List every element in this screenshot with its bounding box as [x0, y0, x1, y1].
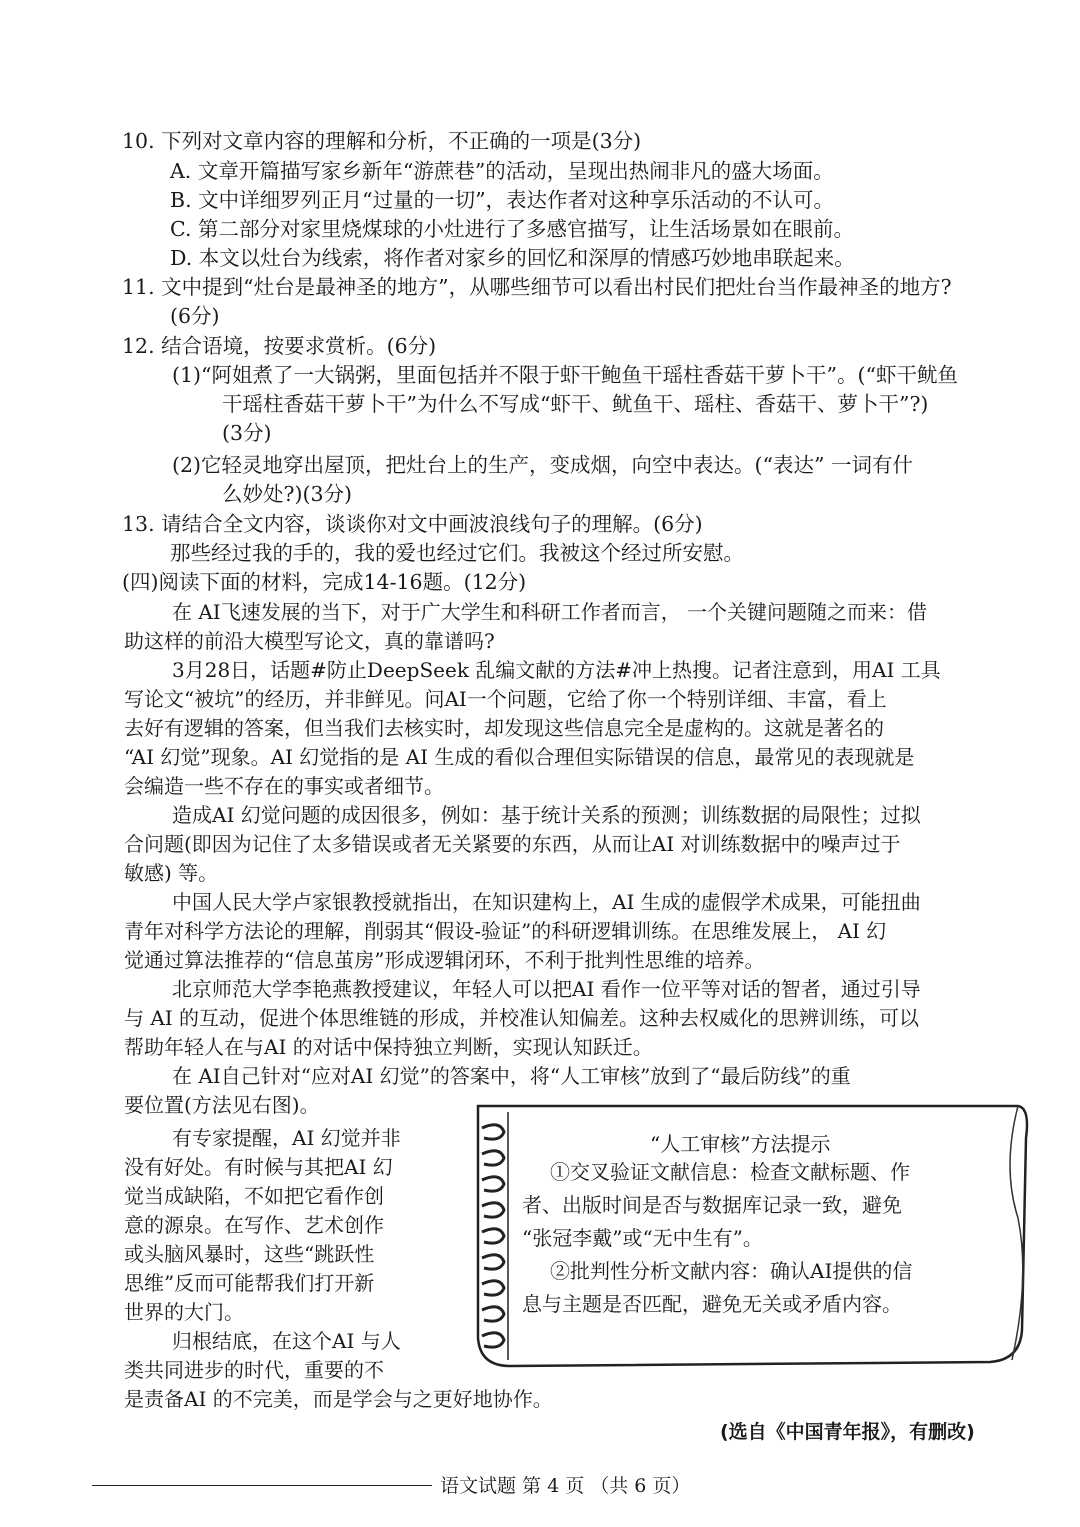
section4-heading: (四)阅读下面的材料，完成14-16题。(12分)	[122, 570, 527, 594]
s4-p6-line: 要位置(方法见右图)。	[124, 1093, 320, 1117]
s4-p4-line: 青年对科学方法论的理解，削弱其“假设-验证”的科研逻辑训练。在思维发展上， AI 幻	[124, 919, 887, 943]
s4-p3-line: 合问题(即因为记住了太多错误或者无关紧要的东西，从而让AI 对训练数据中的噪声过于	[124, 832, 901, 856]
q12-part2-line-2: 么妙处?)(3分)	[222, 482, 353, 506]
q11-line-2: (6分)	[170, 304, 220, 328]
manual-review-tips-box	[470, 1098, 1036, 1370]
tips-box-line: ①交叉验证文献信息：检查文献标题、作	[550, 1160, 910, 1184]
page-footer: 语文试题 第 4 页 （共 6 页）	[440, 1475, 691, 1497]
q12-part1-line-2: 干瑶柱香菇干萝卜干”为什么不写成“虾干、鱿鱼干、瑶柱、香菇干、萝卜干”?)	[222, 392, 929, 416]
q13-stem: 13. 请结合全文内容，谈谈你对文中画波浪线句子的理解。(6分)	[122, 512, 703, 536]
s4-p7-line: 觉当成缺陷，不如把它看作创	[124, 1184, 384, 1208]
s4-p5-line: 与 AI 的互动，促进个体思维链的形成，并校准认知偏差。这种去权威化的思辨训练，可以	[124, 1006, 920, 1030]
s4-p1-line: 在 AI飞速发展的当下，对于广大学生和科研工作者而言， 一个关键问题随之而来：借	[172, 600, 928, 624]
s4-p4-line: 中国人民大学卢家银教授就指出，在知识建构上，AI 生成的虚假学术成果，可能扭曲	[172, 890, 921, 914]
q10-stem: 10. 下列对文章内容的理解和分析，不正确的一项是(3分)	[122, 129, 642, 153]
s4-p5-line: 帮助年轻人在与AI 的对话中保持独立判断，实现认知跃迁。	[124, 1035, 653, 1059]
source-attribution: (选自《中国青年报》，有删改)	[720, 1421, 975, 1443]
s4-p8-line: 归根结底，在这个AI 与人	[172, 1329, 401, 1353]
s4-p6-line: 在 AI自己针对“应对AI 幻觉”的答案中，将“人工审核”放到了“最后防线”的重	[172, 1064, 851, 1088]
q10-option-b: B. 文中详细罗列正月“过量的一切”，表达作者对这种享乐活动的不认可。	[170, 188, 835, 212]
s4-p7-line: 世界的大门。	[124, 1300, 244, 1324]
q10-option-a: A. 文章开篇描写家乡新年“游蔗巷”的活动，呈现出热闹非凡的盛大场面。	[170, 159, 834, 183]
tips-box-line: 者、出版时间是否与数据库记录一致，避免	[522, 1193, 902, 1217]
s4-p1-line: 助这样的前沿大模型写论文，真的靠谱吗?	[124, 629, 495, 653]
q12-part2-line-1: (2)它轻灵地穿出屋顶，把灶台上的生产，变成烟，向空中表达。(“表达” 一词有什	[172, 453, 914, 477]
q12-stem: 12. 结合语境，按要求赏析。(6分)	[122, 334, 437, 358]
footer-rule	[92, 1485, 432, 1486]
q10-option-c: C. 第二部分对家里烧煤球的小灶进行了多感官描写，让生活场景如在眼前。	[170, 217, 854, 241]
s4-p2-line: 去好有逻辑的答案，但当我们去核实时，却发现这些信息完全是虚构的。这就是著名的	[124, 716, 884, 740]
s4-p2-line: 3月28日，话题#防止DeepSeek 乱编文献的方法#冲上热搜。记者注意到，用AI 工具	[172, 658, 941, 682]
q13-quote: 那些经过我的手的，我的爱也经过它们。我被这个经过所安慰。	[170, 541, 744, 565]
q12-part1-line-1: (1)“阿姐煮了一大锅粥，里面包括并不限于虾干鲍鱼干瑶柱香菇干萝卜干”。(“虾干鱿鱼	[172, 363, 958, 387]
s4-p5-line: 北京师范大学李艳燕教授建议，年轻人可以把AI 看作一位平等对话的智者，通过引导	[172, 977, 921, 1001]
s4-p2-line: “AI 幻觉”现象。AI 幻觉指的是 AI 生成的看似合理但实际错误的信息，最常见的表现就是	[124, 745, 915, 769]
q11-line-1: 11. 文中提到“灶台是最神圣的地方”，从哪些细节可以看出村民们把灶台当作最神圣的地方?	[122, 275, 952, 299]
s4-p8-line: 类共同进步的时代，重要的不	[124, 1358, 384, 1382]
tips-box-line: “张冠李戴”或“无中生有”。	[522, 1226, 763, 1250]
s4-p2-line: 写论文“被坑”的经历，并非鲜见。问AI一个问题，它给了你一个特别详细、丰富，看上	[124, 687, 887, 711]
s4-p7-line: 有专家提醒，AI 幻觉并非	[172, 1126, 401, 1150]
s4-p7-line: 思维”反而可能帮我们打开新	[124, 1271, 375, 1295]
s4-p8-line: 是责备AI 的不完美，而是学会与之更好地协作。	[124, 1387, 553, 1411]
q12-part1-line-3: (3分)	[222, 421, 272, 445]
s4-p4-line: 觉通过算法推荐的“信息茧房”形成逻辑闭环，不利于批判性思维的培养。	[124, 948, 765, 972]
s4-p7-line: 意的源泉。在写作、艺术创作	[124, 1213, 384, 1237]
tips-box-line: ②批判性分析文献内容：确认AI提供的信	[550, 1259, 913, 1283]
s4-p7-line: 或头脑风暴时，这些“跳跃性	[124, 1242, 375, 1266]
s4-p2-line: 会编造一些不存在的事实或者细节。	[124, 774, 444, 798]
tips-box-line: 息与主题是否匹配，避免无关或矛盾内容。	[522, 1292, 902, 1316]
s4-p3-line: 造成AI 幻觉问题的成因很多，例如：基于统计关系的预测；训练数据的局限性；过拟	[172, 803, 921, 827]
s4-p7-line: 没有好处。有时候与其把AI 幻	[124, 1155, 393, 1179]
s4-p3-line: 敏感) 等。	[124, 861, 219, 885]
q10-option-d: D. 本文以灶台为线索，将作者对家乡的回忆和深厚的情感巧妙地串联起来。	[170, 246, 855, 270]
tips-box-title: “人工审核”方法提示	[650, 1132, 831, 1156]
